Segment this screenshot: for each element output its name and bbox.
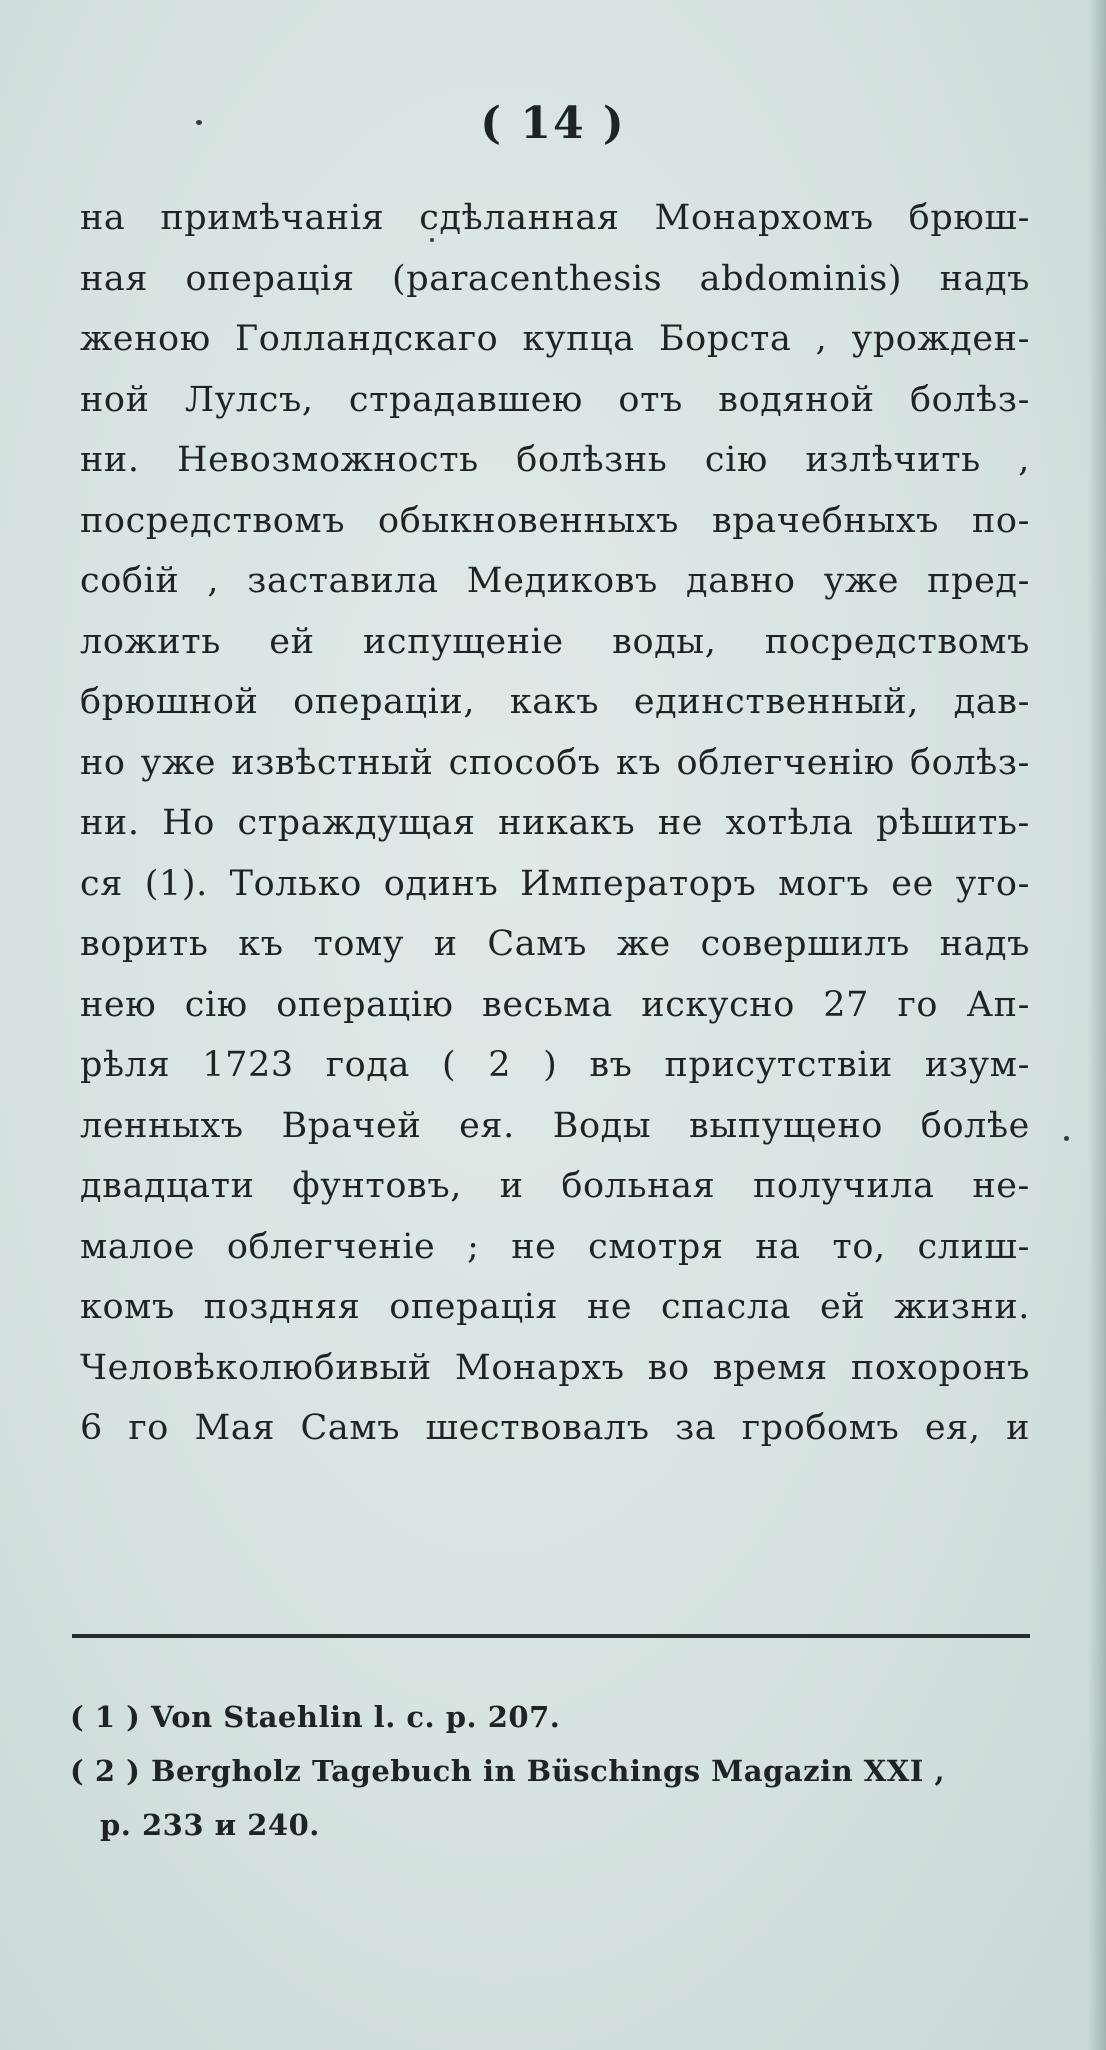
ink-speck xyxy=(1064,1136,1069,1141)
footnote-2-continuation: p. 233 и 240. xyxy=(100,1808,320,1842)
text-line: 6 го Мая Самъ шествовалъ за гробомъ ея, и xyxy=(80,1408,1030,1448)
text-line: посредствомъ обыкновенныхъ врачебныхъ по- xyxy=(80,500,1030,541)
text-line: ложить ей испущеніе воды, посредствомъ xyxy=(80,621,1030,662)
footnote-text: Bergholz Tagebuch in Büschings Magazin XXI , xyxy=(150,1754,946,1788)
body-text xyxy=(80,188,1030,1459)
text-line: рѣля 1723 года ( 2 ) въ присутствіи изум- xyxy=(80,1045,1030,1085)
text-line: женою Голландскаго купца Борста , урожден- xyxy=(80,319,1030,359)
text-line: Человѣколюбивый Монархъ во время похоронъ xyxy=(80,1347,1030,1388)
text-line: ной Лулсъ, страдавшею отъ водяной болѣз- xyxy=(80,379,1030,420)
text-line: ни. Но страждущая никакъ не хотѣла рѣшить- xyxy=(80,803,1030,843)
text-line: ся (1). Только одинъ Императоръ могъ ее уго- xyxy=(80,863,1030,904)
text-line: на примѣчанія сдѣланная Монархомъ брюш- xyxy=(80,198,1030,238)
footnote-marker: ( 1 ) xyxy=(70,1700,141,1734)
text-line: ленныхъ Врачей ея. Воды выпущено болѣе xyxy=(80,1105,1030,1146)
text-line: комъ поздняя операція не спасла ей жизни. xyxy=(80,1287,1030,1327)
footnote-rule xyxy=(72,1634,1030,1638)
footnotes xyxy=(70,1690,1060,1852)
page-edge-shadow xyxy=(1088,0,1106,2050)
footnote-1 xyxy=(70,1690,1060,1744)
text-line: малое облегченіе ; не смотря на то, слиш- xyxy=(80,1226,1030,1267)
page-number: ( 14 ) xyxy=(480,98,626,149)
text-line: нею сію операцію весьма искусно 27 го Ап- xyxy=(80,984,1030,1025)
footnote-2 xyxy=(70,1744,1060,1798)
text-line: двадцати фунтовъ, и больная получила не- xyxy=(80,1166,1030,1206)
text-line: собій , заставила Медиковъ давно уже пред- xyxy=(80,561,1030,601)
text-line: ворить къ тому и Самъ же совершилъ надъ xyxy=(80,924,1030,964)
footnote-text: Von Staehlin l. c. p. 207. xyxy=(150,1700,561,1734)
text-line: брюшной операціи, какъ единственный, дав- xyxy=(80,682,1030,722)
text-line: ни. Невозможность болѣзнь сію излѣчить , xyxy=(80,440,1030,480)
footnote-marker: ( 2 ) xyxy=(70,1754,141,1788)
text-line: но уже извѣстный способъ къ облегченію болѣз- xyxy=(80,742,1030,783)
text-line: ная операція (paracenthesis abdominis) надъ xyxy=(80,258,1030,299)
